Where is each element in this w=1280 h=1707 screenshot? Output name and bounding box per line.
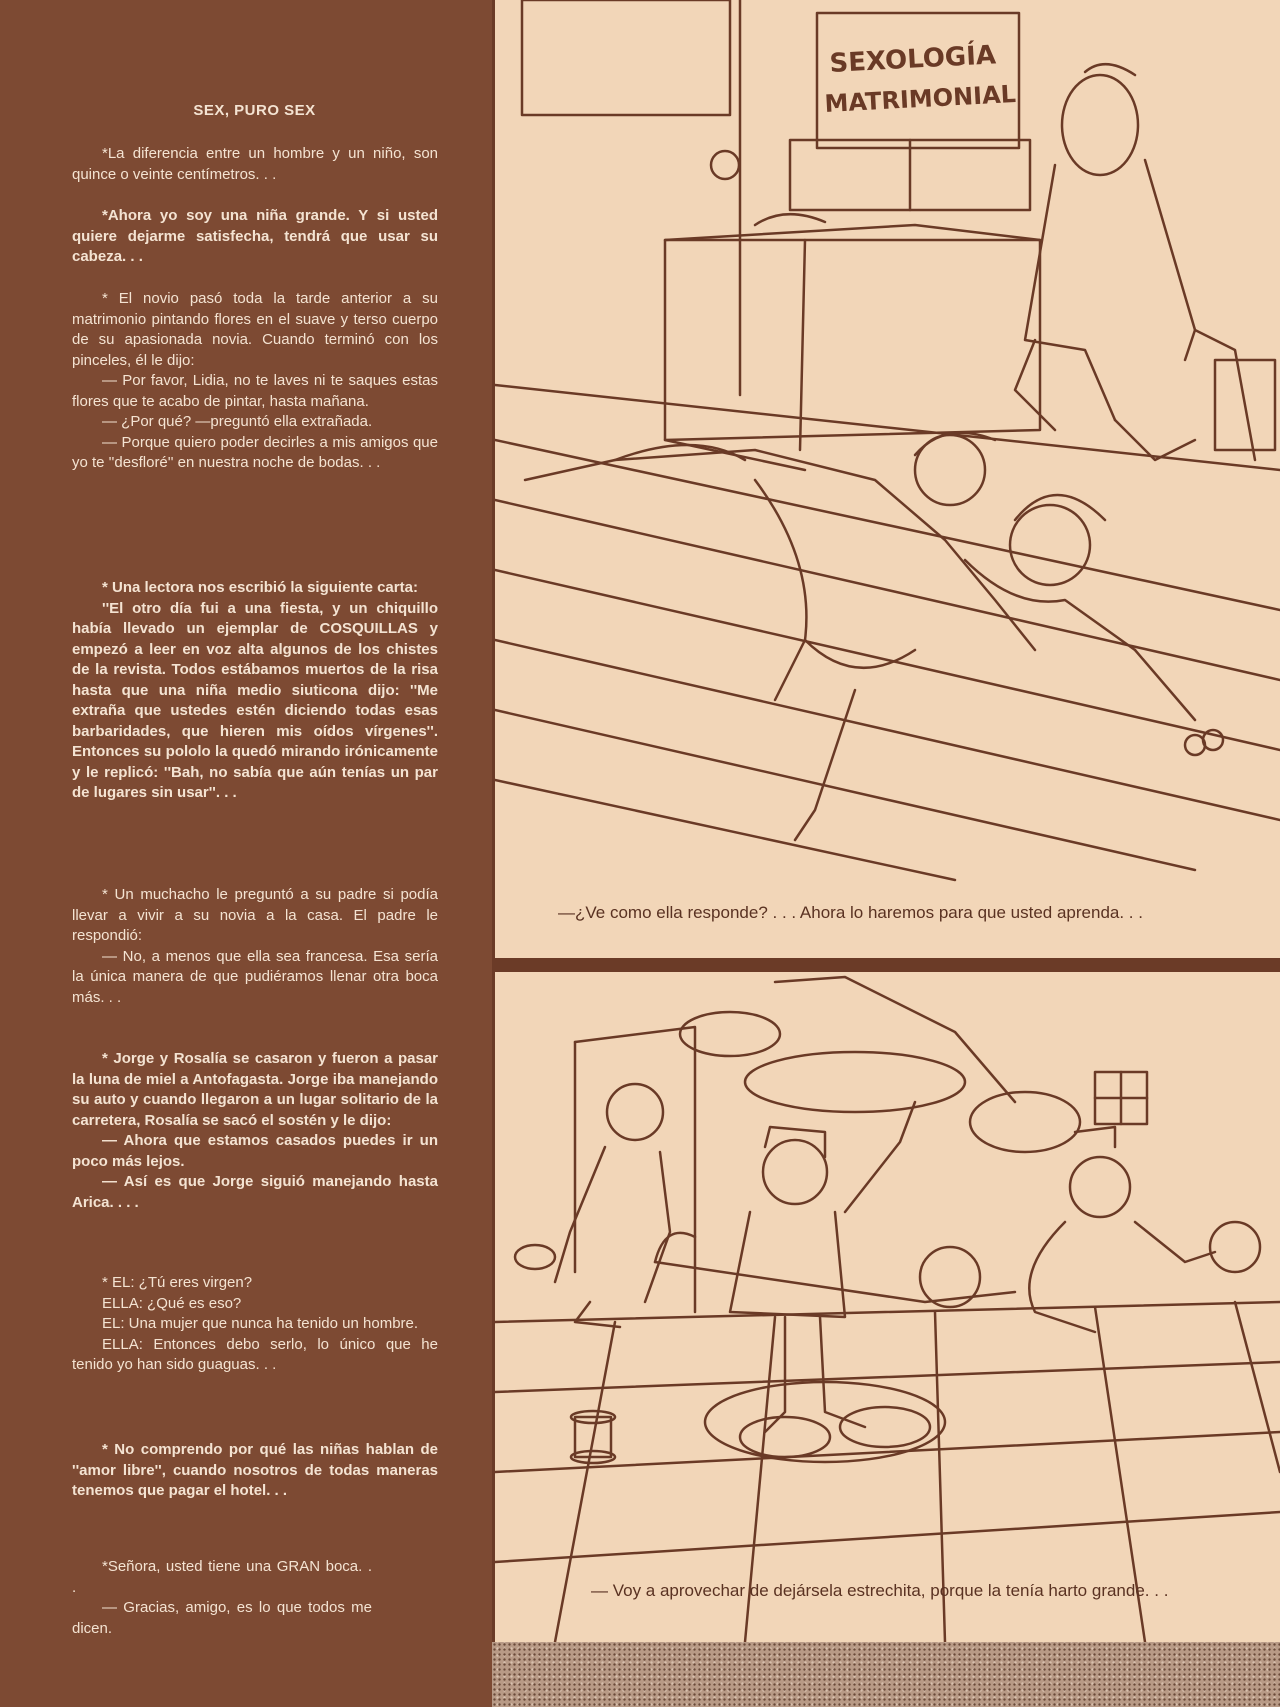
joke-1: *La diferencia entre un hombre y un niño, son quince o veinte centímetros. . .	[72, 145, 438, 183]
caption-top: —¿Ve como ella responde? . . . Ahora lo haremos para que usted aprenda. . .	[558, 903, 1143, 922]
joke-9: *Señora, usted tiene una GRAN boca. . . — Gracias, amigo, es lo que todos me dicen.	[72, 1558, 372, 1637]
cartoon-illustration-surgery	[495, 972, 1280, 1642]
panel-divider	[492, 958, 1280, 972]
joke-6: * Jorge y Rosalía se casaron y fueron a pasar la luna de miel a Antofagasta. Jorge iba manejando su auto y cuando llegaron a un lugar solitario de la carretera, Rosalía se sacó el sostén y le dijo: — Ahora que estamos casados puedes ir un poco más lejos. — Así es que Jorge siguió manejando hasta Arica. . . .	[72, 1050, 438, 1211]
sign-text-line2: MATRIMONIAL	[823, 80, 1017, 118]
sign-text-line1: SEXOLOGÍA	[828, 40, 997, 79]
joke-3: * El novio pasó toda la tarde anterior a su matrimonio pintando flores en el suave y terso cuerpo de su apasionada novia. Cuando terminó con los pinceles, él le dijo: — Por favor, Lidia, no te laves ni te saques estas flores que te acabo de pintar, hasta mañana. — ¿Por qué? —preguntó ella extrañada. — Porque quiero poder decirles a mis amigos que yo te ''desfloré'' en nuestra noche de bodas. . .	[72, 290, 438, 471]
cartoon-panel-top	[495, 0, 1280, 958]
jokes-column	[0, 0, 492, 1707]
joke-7: * EL: ¿Tú eres virgen? ELLA: ¿Qué es eso? EL: Una mujer que nunca ha tenido un hombre. ELLA: Entonces debo serlo, lo único que he tenido yo han sido guaguas. . .	[72, 1274, 438, 1373]
joke-2: *Ahora yo soy una niña grande. Y si usted quiere dejarme satisfecha, tendrá que usar su cabeza. . .	[72, 207, 438, 265]
caption-bottom: — Voy a aprovechar de dejársela estrechita, porque la tenía harto grande. . .	[591, 1581, 1169, 1600]
cartoon-panel-bottom	[495, 972, 1280, 1642]
joke-8: * No comprendo por qué las niñas hablan de ''amor libre'', cuando nosotros de todas maneras tenemos que pagar el hotel. . .	[72, 1441, 438, 1499]
stipple-texture-band	[492, 1642, 1280, 1707]
joke-4: * Una lectora nos escribió la siguiente carta: ''El otro día fui a una fiesta, y un chiquillo había llevado un ejemplar de COSQUILLAS y empezó a leer en voz alta algunos de los chistes de la revista. Todos estábamos muertos de la risa hasta que una niña medio siuticona dijo: ''Me extraña que ustedes estén diciendo todas esas barbaridades, que hieren mis oídos vírgenes''. Entonces su pololo la quedó mirando irónicamente y le replicó: ''Bah, no sabía que aún tenías un par de lugares sin usar''. . .	[72, 579, 438, 801]
cartoon-illustration-sexology	[495, 0, 1280, 958]
column-title: SEX, PURO SEX	[193, 102, 316, 119]
joke-5: * Un muchacho le preguntó a su padre si podía llevar a vivir a su novia a la casa. El padre le respondió: — No, a menos que ella sea francesa. Esa sería la única manera de que pudiéramos llenar otra boca más. . .	[72, 886, 438, 1006]
